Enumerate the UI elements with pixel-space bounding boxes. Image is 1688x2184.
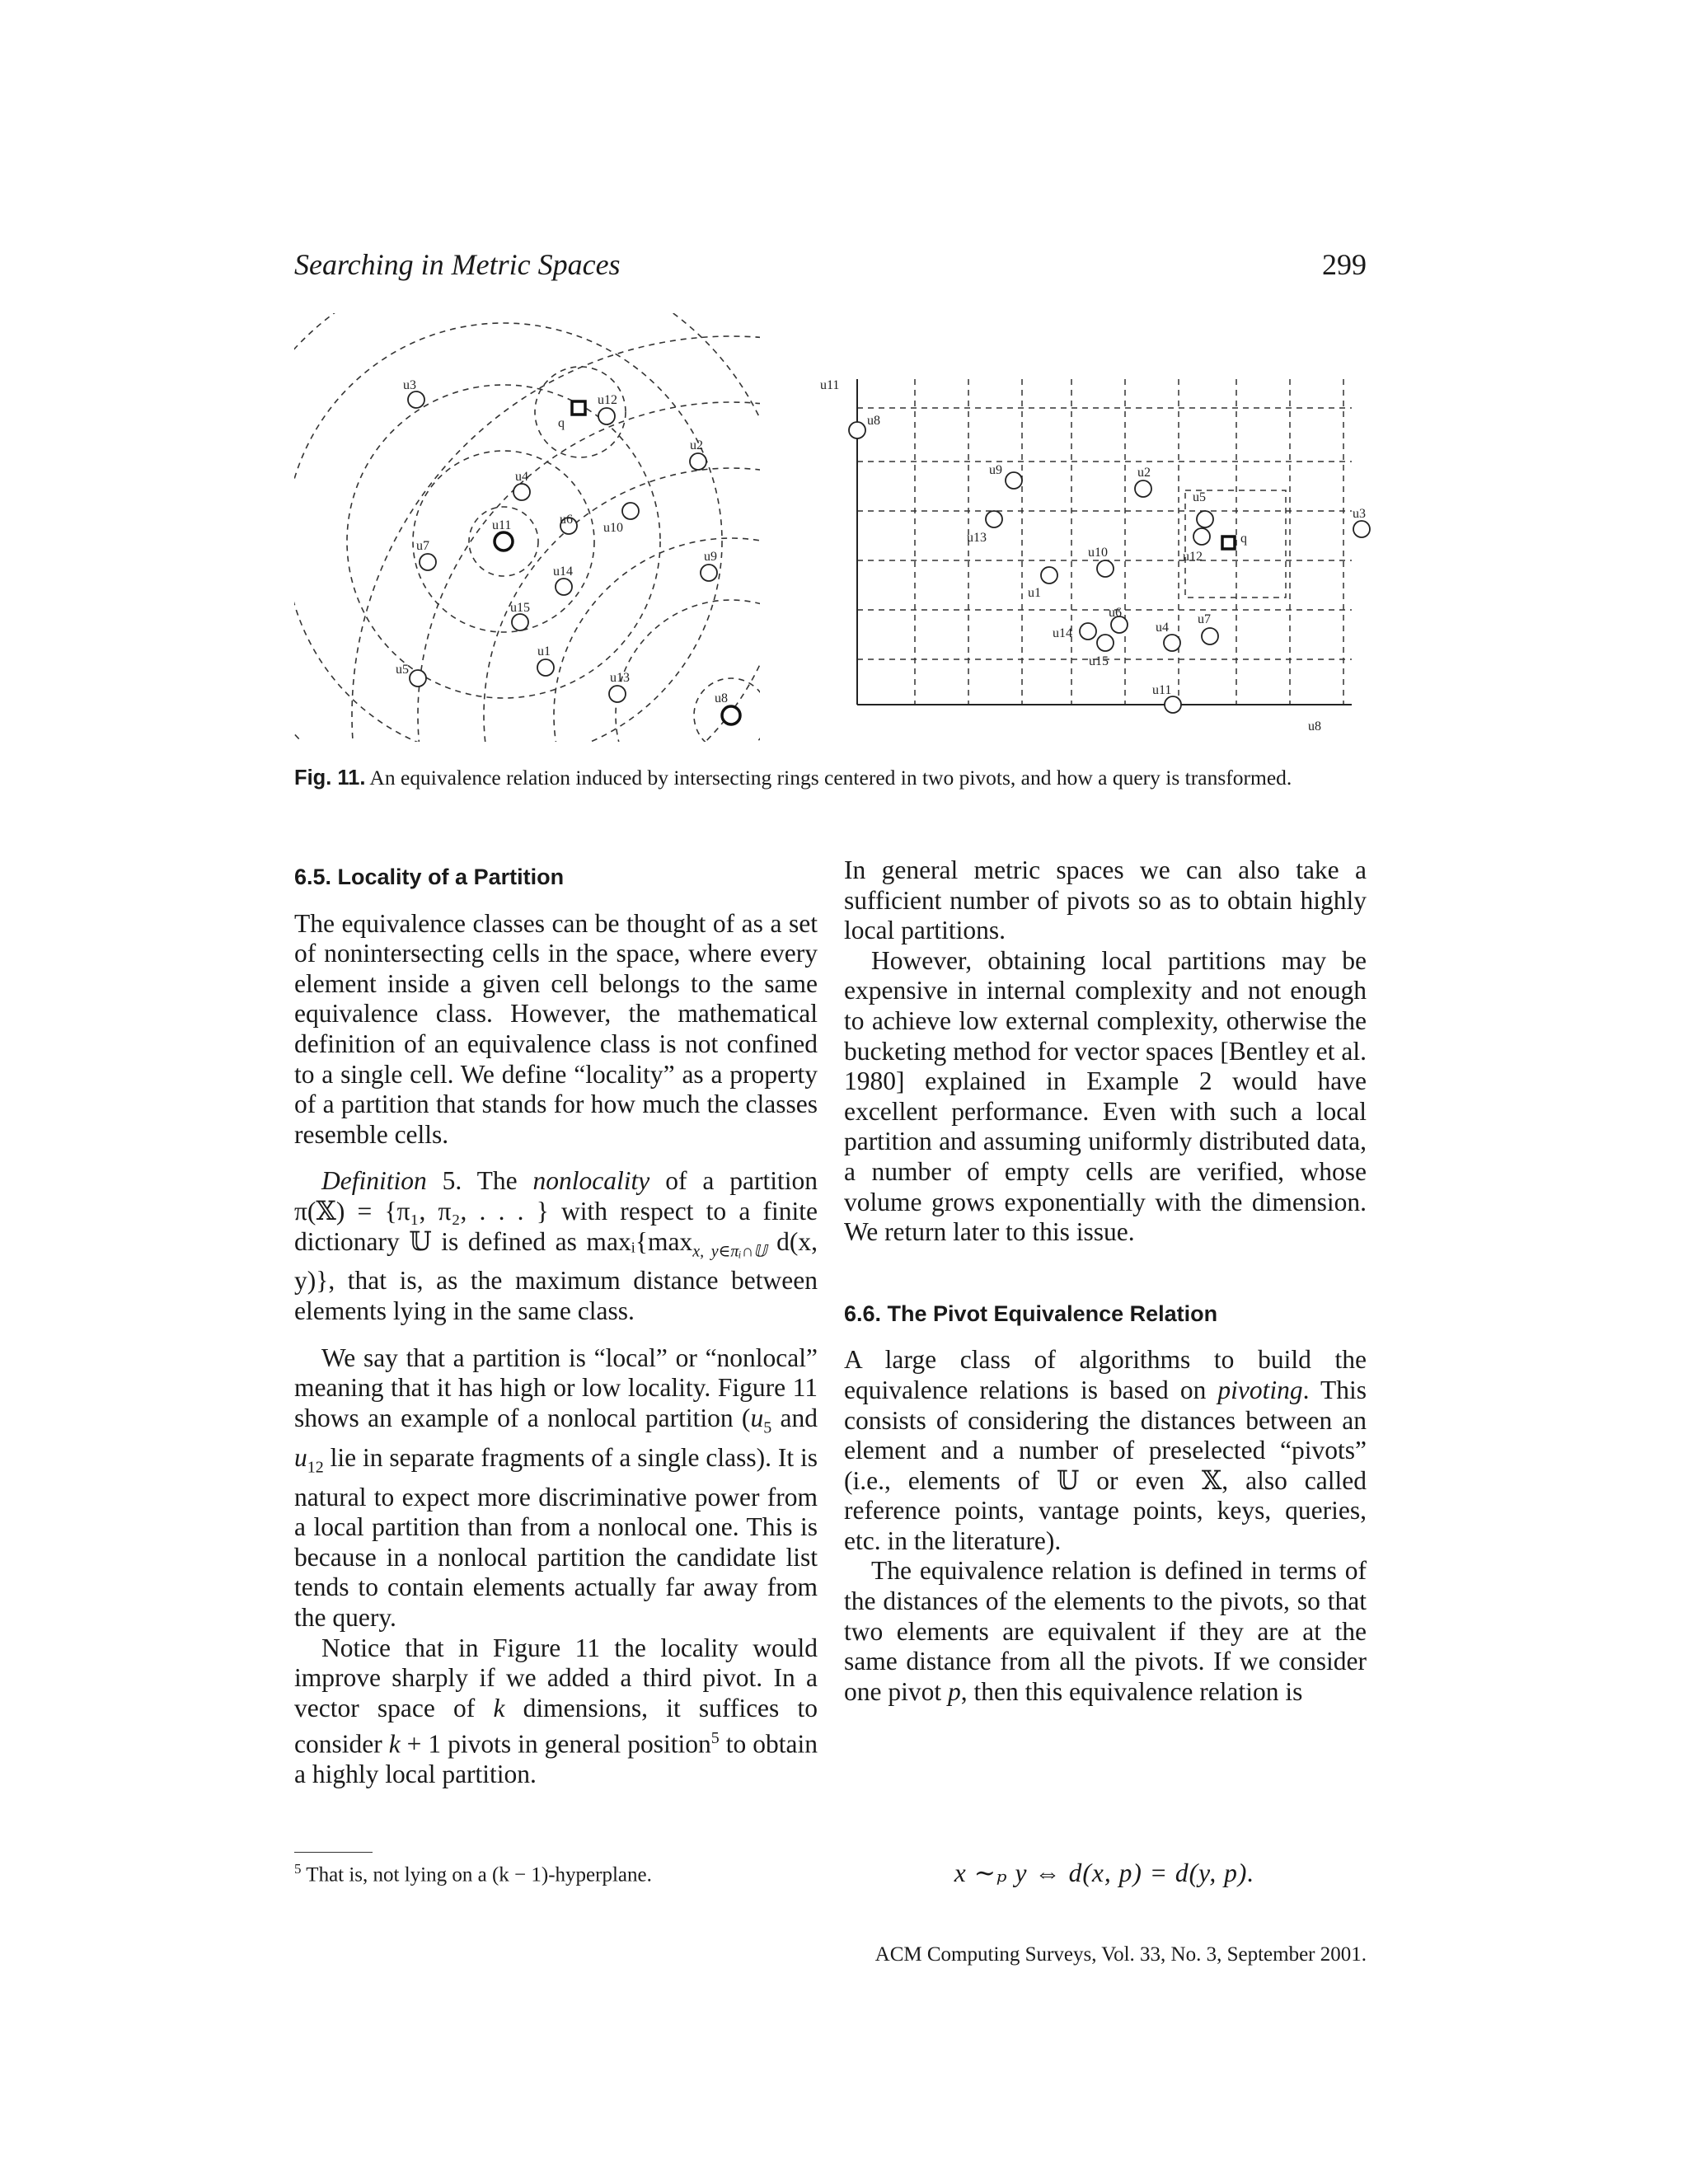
rlabel-u14: u14 <box>1053 626 1072 640</box>
paragraph-third-pivot <box>294 1633 818 1790</box>
math-u: u <box>294 1442 307 1472</box>
rlabel-u4: u4 <box>1156 621 1169 635</box>
rpoint-u15 <box>1097 635 1114 651</box>
term-pivoting: pivoting <box>1217 1375 1303 1404</box>
label-u4: u4 <box>515 470 528 484</box>
rlabel-u13: u13 <box>967 531 987 545</box>
point-u10 <box>622 503 639 519</box>
figure-caption <box>294 765 1366 791</box>
footnote <box>294 1861 652 1886</box>
rlabel-u12: u12 <box>1183 550 1203 564</box>
footnote-ref[interactable]: 5 <box>710 1729 720 1748</box>
rlabel-u11-axis: u11 <box>820 378 840 392</box>
rlabel-u8: u8 <box>867 414 880 428</box>
footnote-rule <box>294 1852 373 1853</box>
footnote-marker: 5 <box>294 1861 302 1877</box>
rpoint-u4 <box>1164 635 1180 651</box>
paragraph-text: lie in separate fragments of a single class). It is natural to expect more discriminative power from a local partition than from a nonlocal one. This is because in a nonlocal partition the candidate list tends to contain elements actually far away from the query. <box>294 1442 818 1632</box>
label-u3: u3 <box>403 378 416 392</box>
label-u12: u12 <box>598 393 617 407</box>
definition-subscript: x, y∈πᵢ∩𝕌 <box>692 1241 767 1260</box>
rlabel-u1: u1 <box>1028 586 1041 600</box>
label-u11: u11 <box>492 518 512 532</box>
paragraph-text: dimensions, it suffices to consider <box>294 1693 818 1759</box>
point-u9 <box>701 565 717 581</box>
paragraph-text: The equivalence relation is defined in terms of the distances of the elements to the pivots, so that two elements are equivalent if they are at the same distance from all the pivots. If we consider one pivot <box>844 1556 1367 1706</box>
label-u9: u9 <box>704 550 717 564</box>
paragraph-local-nonlocal <box>294 1343 818 1633</box>
point-u4 <box>513 484 530 500</box>
math-p: p <box>948 1676 961 1706</box>
label-u2: u2 <box>690 438 703 452</box>
rlabel-q: q <box>1240 532 1247 546</box>
figure-right-grid <box>816 371 1376 750</box>
label-u10: u10 <box>603 521 623 535</box>
pivot-u8 <box>722 706 740 724</box>
paragraph-text: We say that a partition is “local” or “nonlocal” meaning that it has high or low locality. Figure 11 shows an example of a nonlocal partition ( <box>294 1343 818 1432</box>
rlabel-u2: u2 <box>1137 466 1151 480</box>
definition-text: of a partition π(𝕏) = {π₁, π₂, . . . } with respect to a finite dictionary 𝕌 is defined as maxᵢ{max <box>294 1166 818 1256</box>
point-u13 <box>609 686 626 702</box>
definition-text: d(x, y)}, that is, as the maximum distance between elements lying in the same class. <box>294 1226 818 1326</box>
rlabel-u3: u3 <box>1353 507 1366 521</box>
rpoint-u7 <box>1202 628 1218 644</box>
math-k: k <box>388 1729 401 1759</box>
pivot-u11 <box>495 532 513 551</box>
paragraph-local-partitions: However, obtaining local partitions may be expensive in internal complexity and not enough to achieve low external complexity, otherwise the bucketing method for vector spaces [Bentley et al. 1980] explained in Example 2 would have excellent performance. Even with such a local partition and assuming uniformly distributed data, a number of empty cells are verified, whose volume grows exponentially with the dimension. We return later to this issue. <box>844 945 1367 1247</box>
rlabel-u9: u9 <box>989 463 1002 477</box>
rpoint-u11 <box>1165 696 1181 713</box>
point-u12 <box>598 408 615 424</box>
caption-text: An equivalence relation induced by intersecting rings centered in two pivots, and how a query is transformed. <box>365 766 1292 790</box>
running-title: Searching in Metric Spaces <box>294 248 621 281</box>
rquery-point <box>1222 537 1235 549</box>
label-u14: u14 <box>553 565 573 579</box>
point-u15 <box>512 614 528 630</box>
label-u1: u1 <box>537 644 551 658</box>
label-u13: u13 <box>610 671 630 685</box>
rpoint-u14 <box>1080 623 1096 640</box>
query-point <box>572 401 585 415</box>
point-u7 <box>420 554 436 570</box>
paragraph-text: + 1 pivots in general position <box>400 1729 711 1759</box>
rlabel-u10: u10 <box>1088 546 1108 560</box>
rpoint-u2 <box>1135 480 1151 497</box>
point-u2 <box>690 453 706 470</box>
rlabel-u5: u5 <box>1193 490 1206 504</box>
math-subscript: 12 <box>307 1457 324 1476</box>
definition-text: The <box>462 1166 533 1196</box>
paragraph-text: to obtain a highly local partition. <box>294 1729 818 1789</box>
definition-5 <box>294 1166 818 1326</box>
pivot-u11-rings <box>294 313 760 742</box>
math-subscript: 5 <box>763 1418 772 1437</box>
section-heading-6-6: 6.6. The Pivot Equivalence Relation <box>844 1301 1218 1326</box>
paragraph-equivalence-defined <box>844 1556 1367 1707</box>
label-u5: u5 <box>396 663 409 677</box>
definition-term: nonlocality <box>532 1166 650 1196</box>
paragraph-text: A large class of algorithms to build the equivalence relations is based on <box>844 1345 1367 1404</box>
figure-left-rings <box>294 313 760 742</box>
definition-number: 5. <box>426 1166 462 1196</box>
label-u7: u7 <box>416 539 429 553</box>
rpoint-u9 <box>1006 472 1022 489</box>
caption-label: Fig. 11. <box>294 766 366 790</box>
page-number: 299 <box>1322 248 1367 281</box>
paragraph-text: and <box>771 1403 818 1432</box>
rlabel-u11: u11 <box>1152 683 1172 697</box>
rpoint-u10 <box>1097 560 1114 577</box>
rlabel-u6: u6 <box>1109 606 1122 620</box>
paragraph-general-metric: In general metric spaces we can also take a sufficient number of pivots so as to obtain highly local partitions. <box>844 855 1367 945</box>
point-u14 <box>556 579 572 595</box>
rlabel-u8-axis: u8 <box>1308 719 1321 733</box>
right-column <box>844 855 1367 1707</box>
footnote-text: That is, not lying on a (k − 1)-hyperplane. <box>301 1863 652 1886</box>
definition-label: Definition <box>321 1166 427 1196</box>
rpoint-u5 <box>1197 511 1213 527</box>
rlabel-u15: u15 <box>1089 654 1109 668</box>
point-u1 <box>537 659 554 676</box>
label-q: q <box>558 416 565 430</box>
rpoint-u12 <box>1193 528 1210 545</box>
label-u6: u6 <box>560 513 573 527</box>
section-heading-6-5: 6.5. Locality of a Partition <box>294 865 565 889</box>
journal-footer: ACM Computing Surveys, Vol. 33, No. 3, September 2001. <box>874 1943 1367 1966</box>
paragraph-locality-intro: The equivalence classes can be thought of as a set of nonintersecting cells in the space, where every element inside a given cell belongs to the same equivalence class. However, the mathematical definition of an equivalence class is not confined to a single cell. We define “locality” as a property of a partition that stands for how much the classes resemble cells. <box>294 908 818 1149</box>
rpoint-u3 <box>1353 521 1370 537</box>
rlabel-u7: u7 <box>1198 612 1211 626</box>
left-column <box>294 862 818 1790</box>
rpoint-u8 <box>849 422 865 438</box>
paragraph-pivoting <box>844 1345 1367 1556</box>
math-u: u <box>750 1403 764 1432</box>
point-u3 <box>408 391 424 408</box>
label-u8: u8 <box>715 691 728 705</box>
paragraph-text: . This consists of considering the distances between an element and a number of preselected “pivots” (i.e., elements of 𝕌 or even 𝕏, also called reference points, vantage points, keys, queries, etc. in the literature). <box>844 1375 1367 1555</box>
label-u15: u15 <box>510 601 530 615</box>
point-u5 <box>410 670 426 687</box>
paragraph-text: , then this equivalence relation is <box>960 1676 1303 1706</box>
paragraph-text: Notice that in Figure 11 the locality would improve sharply if we added a third pivot. In a vector space of <box>294 1633 818 1722</box>
rpoint-u13 <box>986 511 1002 527</box>
equation-pivot-relation: x ∼ₚ y ⇔ d(x, p) = d(y, p). <box>954 1858 1255 1887</box>
math-k: k <box>493 1693 505 1722</box>
rpoint-u1 <box>1041 567 1057 583</box>
